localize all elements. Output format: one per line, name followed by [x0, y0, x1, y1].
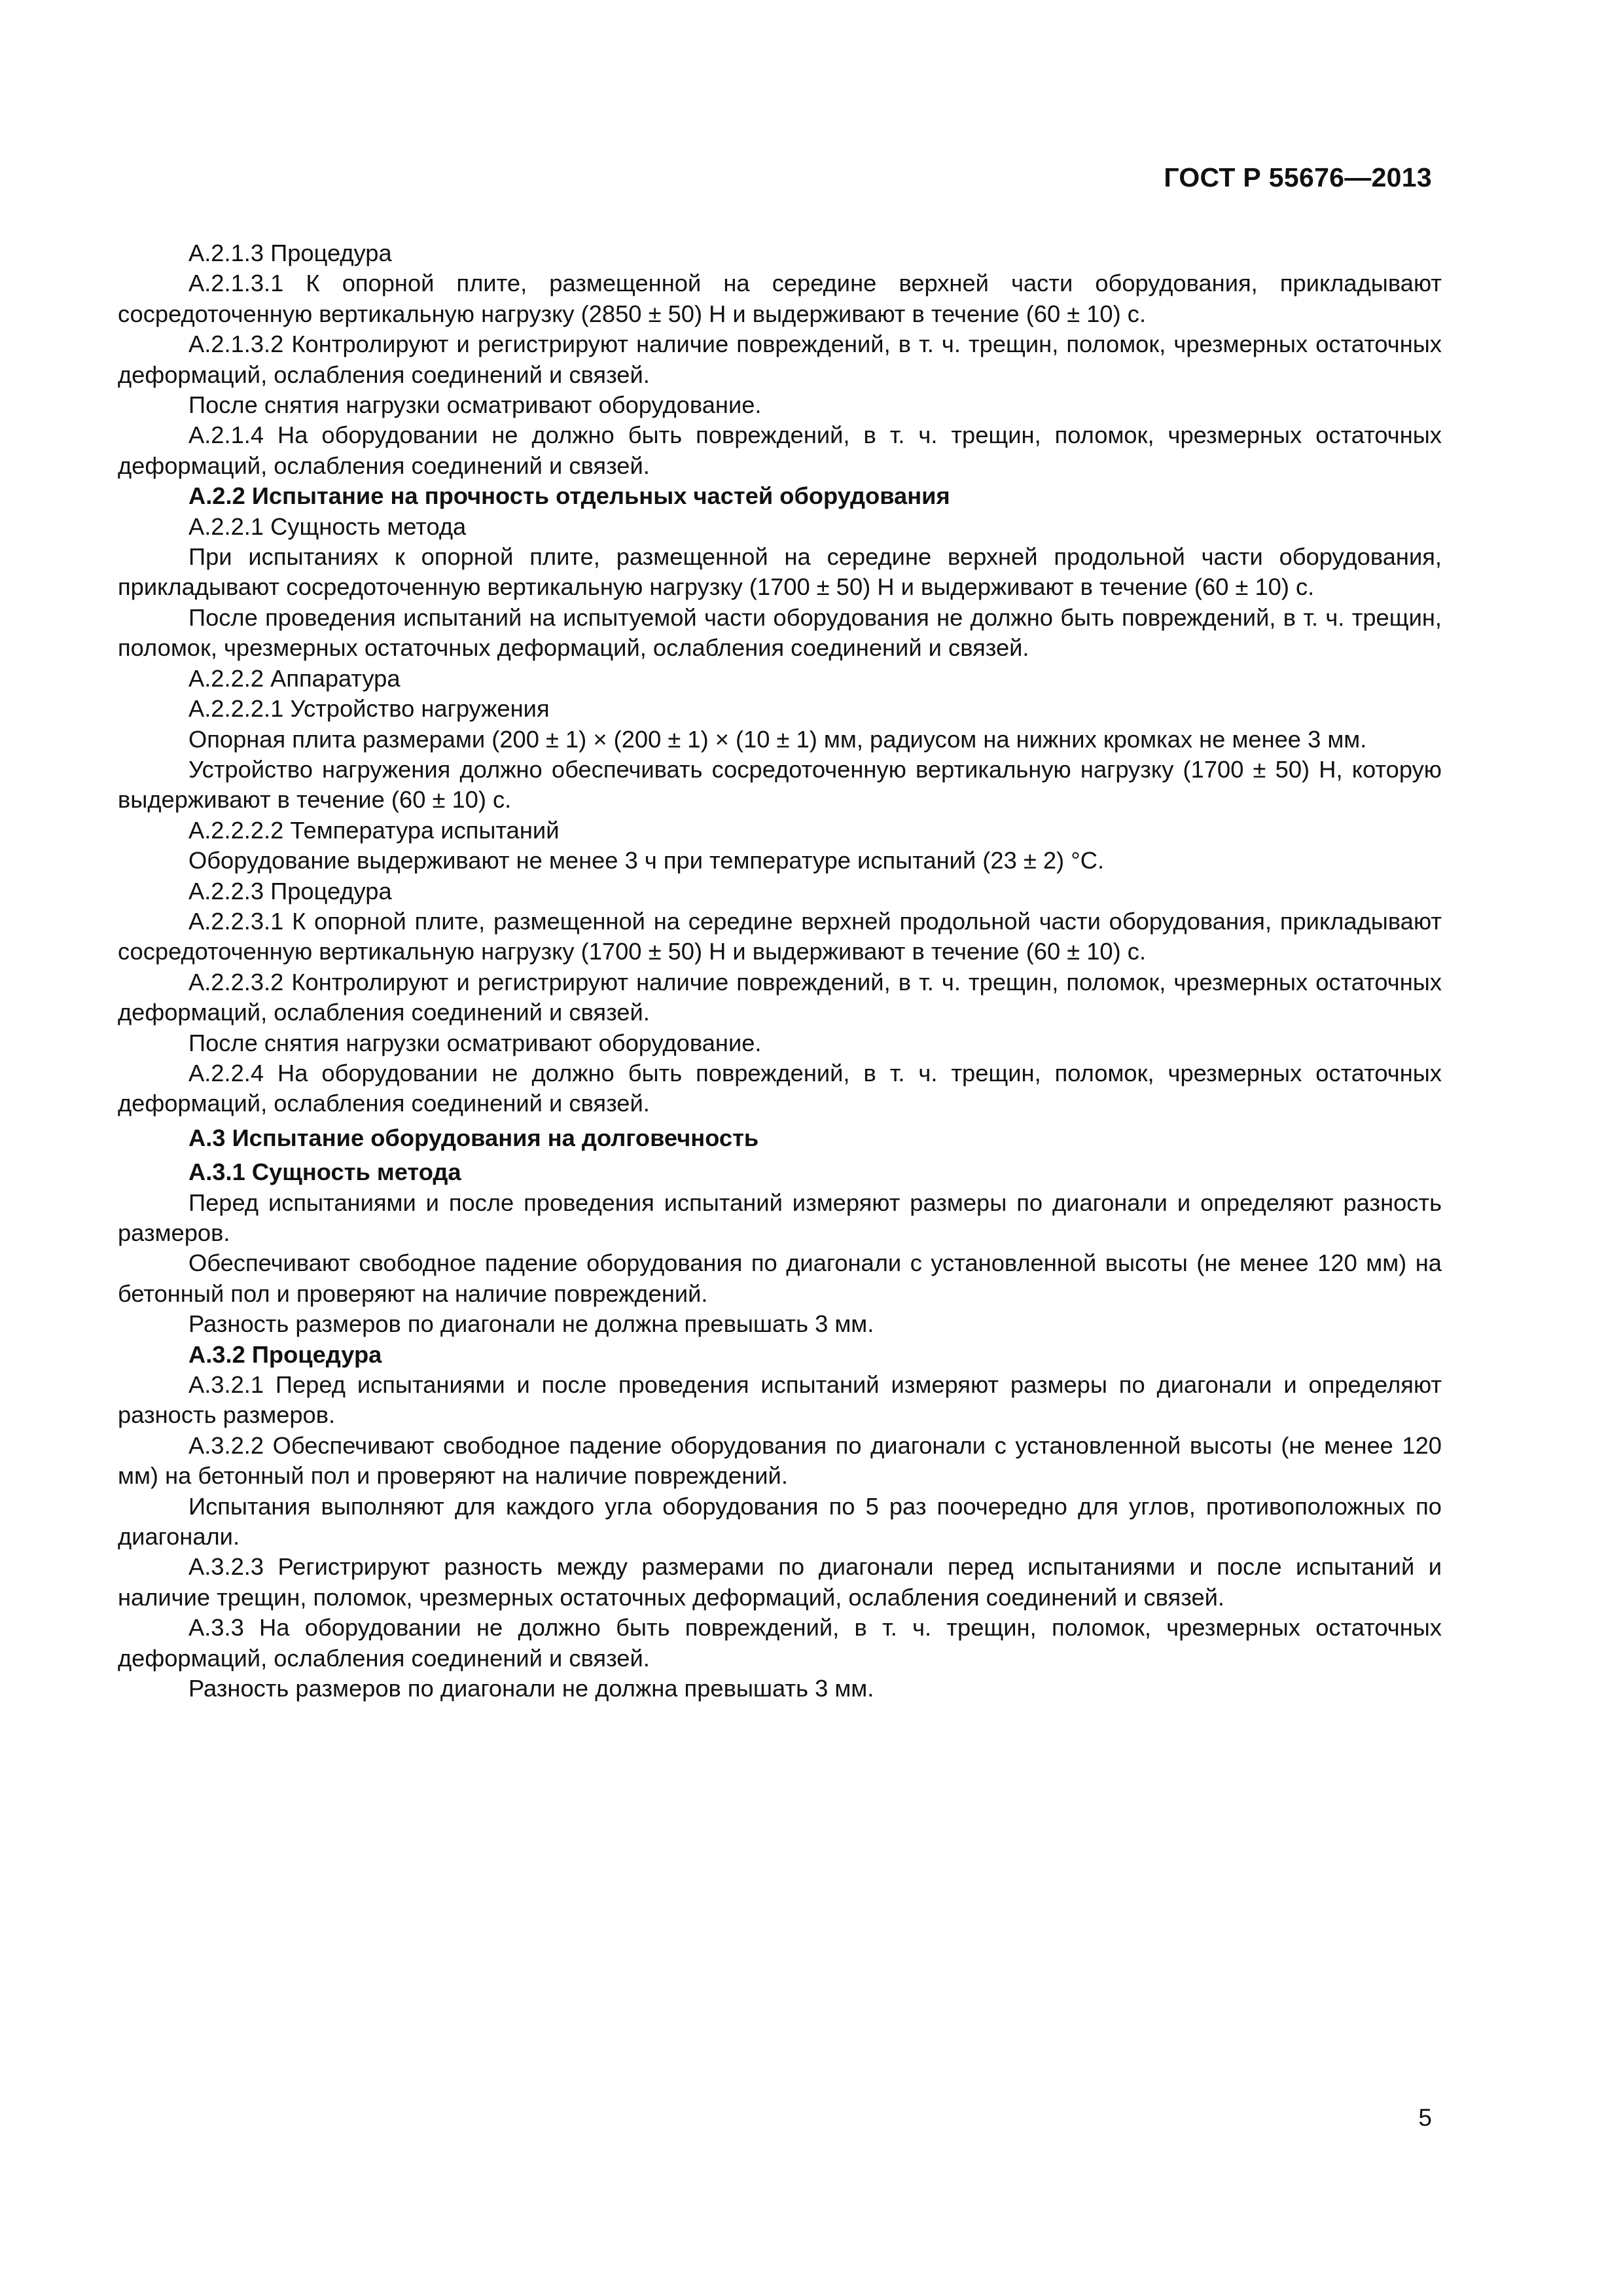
- section-heading: А.3.2 Процедура: [188, 1340, 382, 1368]
- paragraph: А.2.1.3 Процедура: [188, 240, 392, 266]
- paragraph: После снятия нагрузки осматривают оборудование.: [188, 391, 762, 419]
- paragraph: А.2.2.3 Процедура: [188, 877, 392, 905]
- paragraph: А.2.2.2.1 Устройство нагружения: [188, 695, 550, 723]
- paragraph: А.2.2.1 Сущность метода: [188, 512, 467, 540]
- paragraph: Устройство нагружения должно обеспечивать сосредоточенную вертикальную нагрузку (1700 ± 50) Н, которую выдерживают в течение (60 ± 10) с.: [118, 755, 1442, 814]
- paragraph: А.2.2.3.1 К опорной плите, размещенной на середине верхней продольной части оборудования, прикладывают сосредоточенную вертикальную нагрузку (1700 ± 50) Н и выдерживают в течение (60 ± 10) с.: [118, 907, 1442, 965]
- paragraph: Разность размеров по диагонали не должна превышать 3 мм.: [188, 1310, 874, 1338]
- paragraph: А.2.1.3.2 Контролируют и регистрируют наличие повреждений, в т. ч. трещин, поломок, чрезмерных остаточных деформаций, ослабления соединений и связей.: [118, 331, 1442, 388]
- paragraph: А.2.2.3.2 Контролируют и регистрируют наличие повреждений, в т. ч. трещин, поломок, чрезмерных остаточных деформаций, ослабления соединений и связей.: [118, 968, 1442, 1026]
- paragraph: А.2.1.4 На оборудовании не должно быть повреждений, в т. ч. трещин, поломок, чрезмерных остаточных деформаций, ослабления соединений и связей.: [118, 422, 1442, 479]
- paragraph: А.2.2.2 Аппаратура: [188, 664, 401, 692]
- document-body: [118, 238, 1442, 1704]
- document-code: ГОСТ Р 55676—2013: [1164, 162, 1432, 192]
- paragraph: А.3.3 На оборудовании не должно быть повреждений, в т. ч. трещин, поломок, чрезмерных остаточных деформаций, ослабления соединений и связей.: [118, 1614, 1442, 1672]
- paragraph: Перед испытаниями и после проведения испытаний измеряют размеры по диагонали и определяют разность размеров.: [118, 1189, 1442, 1246]
- paragraph: Опорная плита размерами (200 ± 1) × (200 ± 1) × (10 ± 1) мм, радиусом на нижних кромках не менее 3 мм.: [188, 725, 1367, 753]
- paragraph: Разность размеров по диагонали не должна превышать 3 мм.: [188, 1675, 874, 1702]
- paragraph: После проведения испытаний на испытуемой части оборудования не должно быть повреждений, в т. ч. трещин, поломок, чрезмерных остаточных деформаций, ослабления соединений и связей.: [118, 603, 1442, 662]
- paragraph: А.2.2.2.2 Температура испытаний: [188, 816, 560, 844]
- paragraph: Обеспечивают свободное падение оборудования по диагонали с установленной высоты (не менее 120 мм) на бетонный пол и проверяют на наличие повреждений.: [118, 1249, 1442, 1307]
- paragraph: При испытаниях к опорной плите, размещенной на середине верхней продольной части оборудования, прикладывают сосредоточенную вертикальную нагрузку (1700 ± 50) Н и выдерживают в течение (60 ± 10) с.: [118, 543, 1442, 601]
- section-heading: А.2.2 Испытание на прочность отдельных частей оборудования: [188, 482, 950, 510]
- paragraph: А.2.1.3.1 К опорной плите, размещенной на середине верхней части оборудования, прикладывают сосредоточенную вертикальную нагрузку (2850 ± 50) Н и выдерживают в течение (60 ± 10) с.: [118, 270, 1442, 327]
- paragraph: А.2.2.4 На оборудовании не должно быть повреждений, в т. ч. трещин, поломок, чрезмерных остаточных деформаций, ослабления соединений и связей.: [118, 1059, 1442, 1117]
- paragraph: А.3.2.1 Перед испытаниями и после проведения испытаний измеряют размеры по диагонали и определяют разность размеров.: [118, 1371, 1442, 1429]
- paragraph: А.3.2.3 Регистрируют разность между размерами по диагонали перед испытаниями и после испытаний и наличие трещин, поломок, чрезмерных остаточных деформаций, ослабления соединений и связей.: [118, 1553, 1442, 1611]
- paragraph: А.3.2.2 Обеспечивают свободное падение оборудования по диагонали с установленной высоты (не менее 120 мм) на бетонный пол и проверяют на наличие повреждений.: [118, 1431, 1442, 1490]
- paragraph: Оборудование выдерживают не менее 3 ч при температуре испытаний (23 ± 2) °С.: [188, 847, 1105, 874]
- section-heading: А.3 Испытание оборудования на долговечность: [188, 1124, 759, 1151]
- page-number: 5: [1418, 2104, 1432, 2131]
- paragraph: После снятия нагрузки осматривают оборудование.: [188, 1029, 762, 1056]
- section-heading: А.3.1 Сущность метода: [188, 1158, 461, 1186]
- paragraph: Испытания выполняют для каждого угла оборудования по 5 раз поочередно для углов, противоположных по диагонали.: [118, 1492, 1442, 1551]
